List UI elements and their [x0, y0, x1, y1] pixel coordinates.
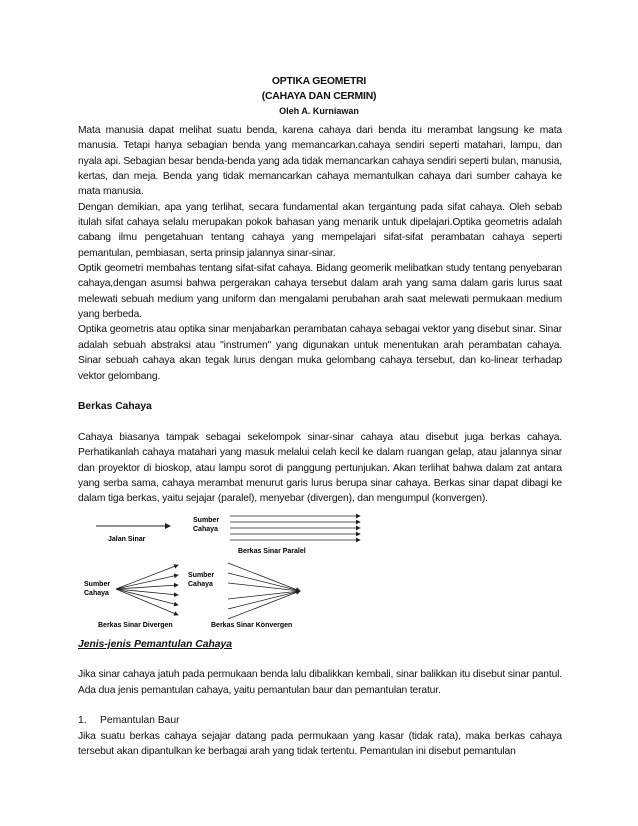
label-jalan-sinar: Jalan Sinar — [108, 535, 146, 543]
paragraph: Optika geometris atau optika sinar menjabarkan perambatan cahaya sebagai vektor yang disebut sinar. Sinar adalah sebuah abstraksi atau "instrumen" yang digunakan untuk menentukan arah perambatan cahaya. Sinar sebuah cahaya akan tegak lurus dengan muka gelombang cahaya tersebut, dan ko-linear terhadap vektor gelombang. — [78, 324, 562, 382]
list-label: Pemantulan Baur — [100, 715, 180, 727]
list-item — [78, 713, 562, 728]
document-author: Oleh A. Kurniawan — [279, 106, 359, 116]
paragraph: Jika sinar cahaya jatuh pada permukaan benda lalu dibalikkan kembali, sinar balikkan itu disebut sinar pantul. Ada dua jenis pemantulan cahaya, yaitu pemantulan baur dan pemantulan teratur. — [78, 669, 562, 696]
title-block — [0, 74, 638, 118]
label-cahaya: Cahaya — [188, 580, 213, 588]
paragraph: Dengan demikian, apa yang terlihat, secara fundamental akan tergantung pada sifat cahaya. Oleh sebab itulah sifat cahaya selalu merupakan pokok bahasan yang menarik untuk dipelajari.Optika geometris adalah cabang ilmu pengetahuan tentang cahaya yang mempelajari sifat-sifat perambatan cahaya seperti pemantulan, pembiasan, serta prinsip jalannya sinar-sinar. — [78, 201, 562, 259]
document-subtitle: (CAHAYA DAN CERMIN) — [261, 91, 377, 102]
beam-diagram — [78, 513, 562, 631]
document-body — [78, 123, 562, 759]
section-heading-pemantulan: Jenis-jenis Pemantulan Cahaya — [78, 638, 232, 650]
parallel-beam — [193, 516, 360, 555]
list-number: 1. — [78, 715, 87, 727]
section-heading-berkas: Berkas Cahaya — [78, 401, 152, 413]
label-konvergen: Berkas Sinar Konvergen — [211, 621, 293, 629]
divergent-beam — [84, 565, 178, 629]
paragraph: Optik geometri membahas tentang sifat-sifat cahaya. Bidang geomerik melibatkan study tentang penyebaran cahaya,dengan asumsi bahwa pergerakan cahaya tersebut dalam arah yang sama dalam garis lurus saat melewati sebuah medium yang uniform dan mengalami perubahan arah saat melewati permukaan medium yang berbeda. — [78, 263, 562, 321]
paragraph: Mata manusia dapat melihat suatu benda, karena cahaya dari benda itu merambat langsung ke mata manusia. Tetapi hanya sebagian benda yang memancarkan.cahaya sendiri seperti matahari, lampu, dan nyala api. Sebagian besar benda-benda yang ada tidak memancarkan cahaya sendiri seperti bulan, manusia, kertas, dan meja. Benda yang tidak memancarkan cahaya memantulkan cahaya dari sumber cahaya ke mata manusia. — [78, 125, 562, 198]
label-sumber: Sumber — [188, 571, 215, 579]
document-title: OPTIKA GEOMETRI — [271, 76, 367, 87]
label-cahaya: Cahaya — [193, 525, 218, 533]
label-sumber: Sumber — [84, 580, 111, 588]
single-ray — [96, 526, 170, 543]
label-paralel: Berkas Sinar Paralel — [238, 547, 306, 555]
label-divergen: Berkas Sinar Divergen — [98, 621, 173, 629]
label-cahaya: Cahaya — [84, 589, 109, 597]
convergent-beam — [188, 563, 300, 629]
paragraph: Jika suatu berkas cahaya sejajar datang pada permukaan yang kasar (tidak rata), maka berkas cahaya tersebut akan dipantulkan ke berbagai arah yang tidak tertentu. Pemantulan ini disebut pemantulan — [78, 730, 562, 757]
paragraph: Cahaya biasanya tampak sebagai sekelompok sinar-sinar cahaya atau disebut juga berkas cahaya. Perhatikanlah cahaya matahari yang masuk melalui celah kecil ke dalam ruangan gelap, atau jalannya sinar dan proyektor di bioskop, atau lampu sorot di panggung pertunjukan. Akan terlihat bahwa dalam zat antara yang serba sama, cahaya merambat menurut garis lurus berupa sinar cahaya. Berkas sinar dapat dibagi ke dalam tiga berkas, yaitu sejajar (paralel), menyebar (divergen), dan mengumpul (konvergen). — [78, 431, 562, 505]
label-sumber: Sumber — [193, 516, 220, 524]
light-beam-figure — [78, 513, 562, 631]
